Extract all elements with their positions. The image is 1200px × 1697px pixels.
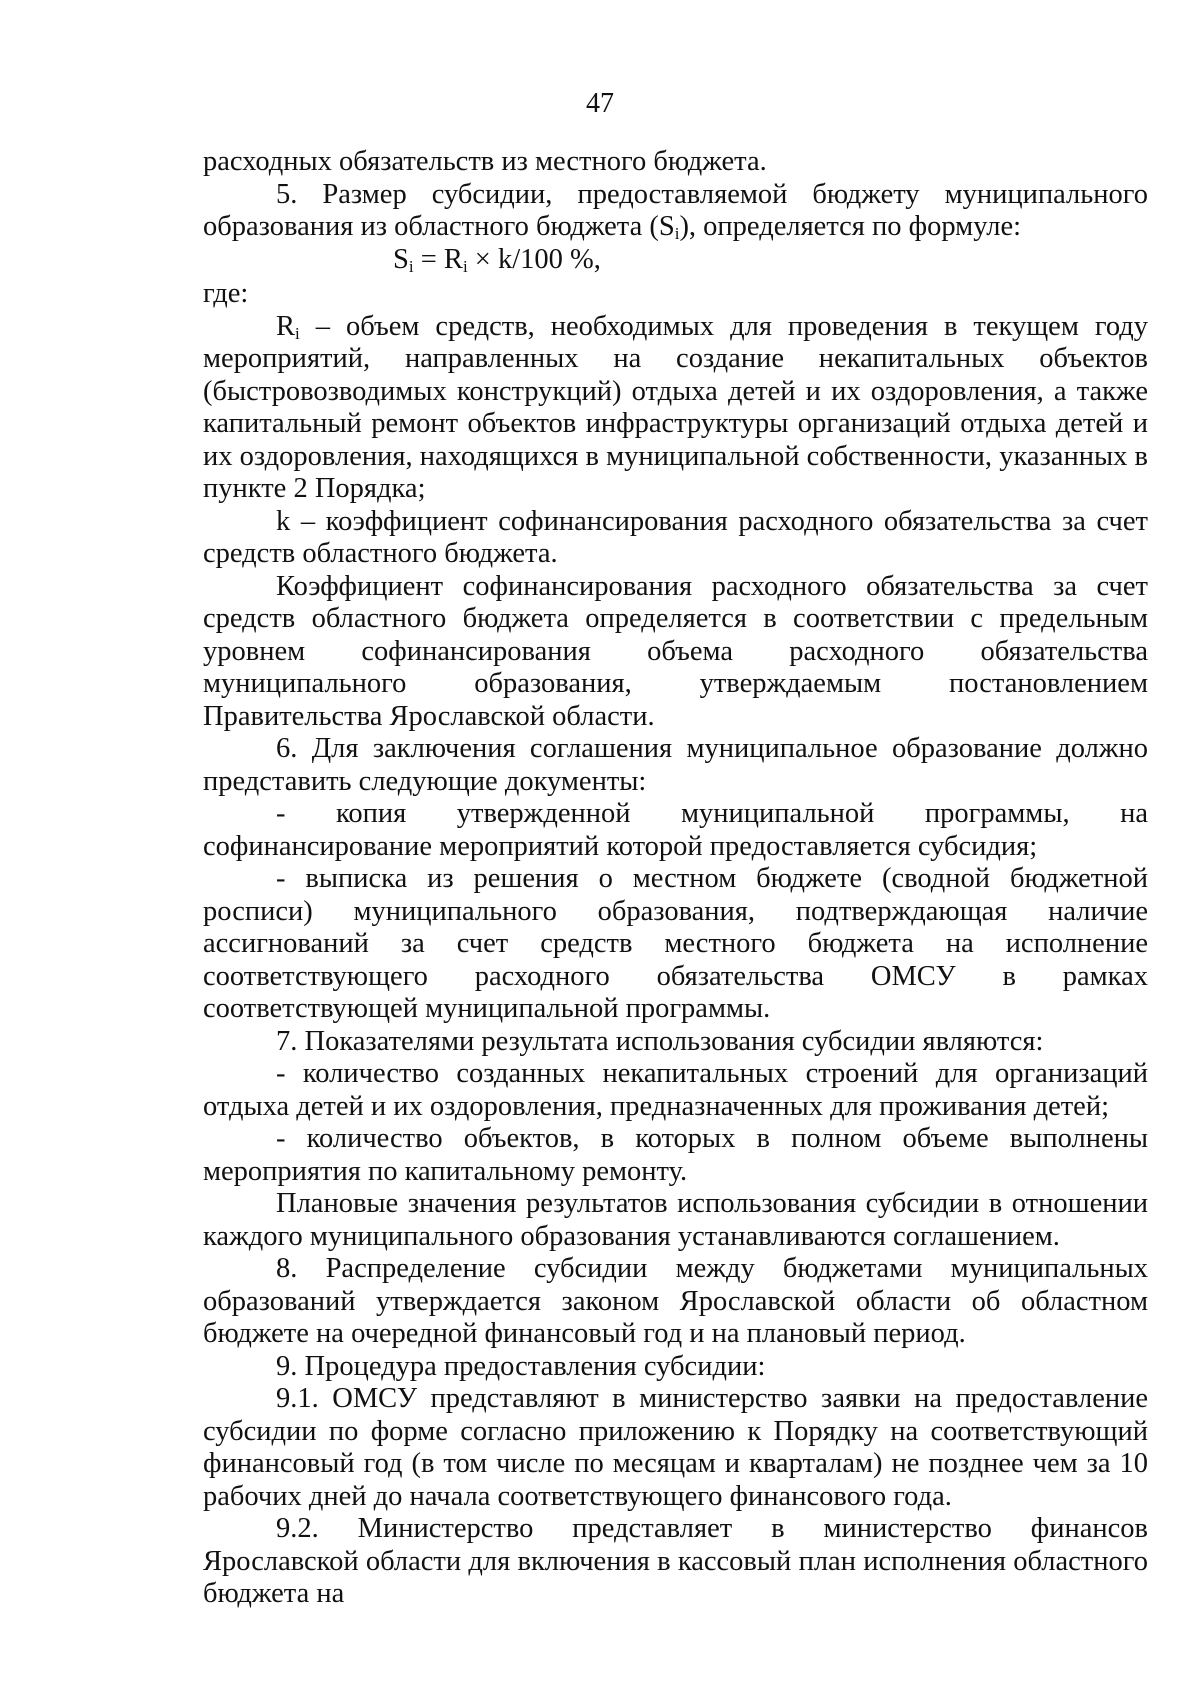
paragraph-k-definition: k – коэффициент софинансирования расходного обязательства за счет средств областного бюджета.: [203, 505, 1148, 569]
formula-end: × k/100 %,: [467, 243, 601, 275]
subscript: i: [295, 323, 300, 343]
paragraph-planned-values: Плановые значения результатов использования субсидии в отношении каждого муниципального образования устанавливаются соглашением.: [203, 1188, 1148, 1252]
paragraph-item-9-2: 9.2. Министерство представляет в министерство финансов Ярославской области для включения в кассовый план исполнения областного бюджета на: [203, 1513, 1148, 1609]
document-body: [203, 146, 1148, 1611]
formula-equals-r: = R: [413, 243, 463, 275]
paragraph-item-8: 8. Распределение субсидии между бюджетами муниципальных образований утверждается законом Ярославской области об областном бюджете на очередной финансовый год и на плановый период.: [203, 1253, 1148, 1349]
paragraph-item-6: 6. Для заключения соглашения муниципальное образование должно представить следующие документы:: [203, 733, 1148, 797]
paragraph-text: ), определяется по формуле:: [679, 211, 1022, 242]
formula-subscript: i: [408, 256, 414, 276]
list-item: - количество объектов, в которых в полном объеме выполнены мероприятия по капитальному ремонту.: [203, 1123, 1148, 1187]
paragraph-text: 5. Размер субсидии, предоставляемой бюджету муниципального образования из областного бюджета (S: [203, 178, 1148, 242]
paragraph-item-9: 9. Процедура предоставления субсидии:: [276, 1350, 766, 1382]
formula-s: S: [393, 243, 409, 275]
paragraph-item-7: 7. Показателями результата использования субсидии являются:: [276, 1025, 1044, 1057]
paragraph-ri-definition: [203, 311, 1148, 506]
formula: [203, 244, 1148, 277]
formula-subscript: i: [462, 256, 468, 276]
subscript: i: [674, 224, 680, 243]
paragraph-item-5: [203, 179, 1148, 244]
list-item: - количество созданных некапитальных строений для организаций отдыха детей и их оздоровления, предназначенных для проживания детей;: [203, 1058, 1148, 1122]
paragraph-coefficient: Коэффициент софинансирования расходного обязательства за счет средств областного бюджета определяется в соответствии с предельным уровнем софинансирования объема расходного обязательства муниципального образования, утверждаемым постановлением Правительства Ярославской области.: [203, 570, 1148, 732]
ri-symbol: R: [276, 310, 296, 342]
where-label: где:: [203, 278, 249, 309]
paragraph-text: – объем средств, необходимых для проведения в текущем году мероприятий, направленных на создание некапитальных объектов (быстровозводимых конструкций) отдыха детей и их оздоровления, а также капитальный ремонт объектов инфраструктуры организаций отдыха детей и их оздоровления, находящихся в муниципальной собственности, указанных в пункте 2 Порядка;: [203, 310, 1148, 504]
list-item: - копия утвержденной муниципальной программы, на софинансирование мероприятий которой предоставляется субсидия;: [203, 798, 1148, 862]
paragraph-item-9-1: 9.1. ОМСУ представляют в министерство заявки на предоставление субсидии по форме согласно приложению к Порядку на соответствующий финансовый год (в том числе по месяцам и кварталам) не позднее чем за 10 рабочих дней до начала соответствующего финансового года.: [203, 1383, 1148, 1512]
paragraph-continuation: расходных обязательств из местного бюджета.: [203, 146, 767, 177]
page-number: 47: [586, 88, 614, 119]
list-item: - выписка из решения о местном бюджете (сводной бюджетной росписи) муниципального образования, подтверждающая наличие ассигнований за счет средств местного бюджета на исполнение соответствующего расходного обязательства ОМСУ в рамках соответствующей муниципальной программы.: [203, 863, 1148, 1024]
